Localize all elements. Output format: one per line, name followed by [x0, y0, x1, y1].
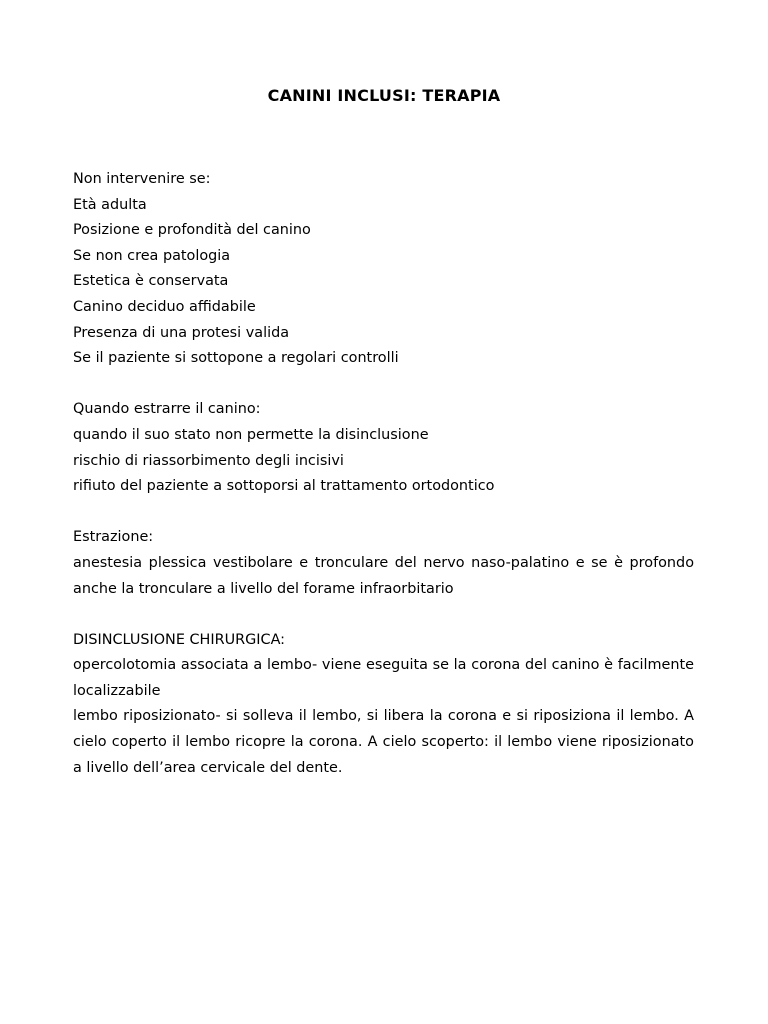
section-disinclusione: [73, 628, 694, 782]
list-item: Se il paziente si sottopone a regolari controlli: [73, 350, 399, 367]
spacer: [73, 372, 694, 398]
section-quando-estrarre: [73, 397, 694, 499]
list-item: rifiuto del paziente a sottoporsi al trattamento ortodontico: [73, 478, 495, 495]
list-item: Se non crea patologia: [73, 247, 231, 264]
section-heading: Non intervenire se:: [73, 171, 211, 187]
document-title: CANINI INCLUSI: TERAPIA: [267, 86, 501, 105]
paragraph: lembo riposizionato- si solleva il lembo, si libera la corona e si riposiziona il lembo. A cielo coperto il lembo ricopre la corona. A cielo scoperto: il lembo viene riposizionato a livello dell’area cervicale del dente.: [73, 708, 694, 776]
section-heading: DISINCLUSIONE CHIRURGICA:: [73, 631, 286, 648]
list-item: Presenza di una protesi valida: [73, 324, 290, 341]
spacer: [73, 500, 694, 526]
list-item: Età adulta: [73, 196, 147, 213]
section-heading: Quando estrarre il canino:: [73, 401, 261, 418]
section-non-intervenire: [73, 167, 694, 372]
list-item: quando il suo stato non permette la disinclusione: [73, 426, 429, 443]
section-estrazione: [73, 525, 694, 602]
list-item: rischio di riassorbimento degli incisivi: [73, 452, 344, 469]
section-heading: Estrazione:: [73, 529, 154, 546]
paragraph: opercolotomia associata a lembo- viene eseguita se la corona del canino è facilmente localizzabile: [73, 657, 694, 699]
list-item: Estetica è conservata: [73, 273, 229, 290]
list-item: Posizione e profondità del canino: [73, 222, 311, 239]
spacer: [73, 602, 694, 628]
list-item: Canino deciduo affidabile: [73, 298, 256, 315]
paragraph: anestesia plessica vestibolare e tronculare del nervo naso-palatino e se è profondo anche la tronculare a livello del forame infraorbitario: [73, 554, 694, 597]
document-body: [73, 167, 694, 781]
